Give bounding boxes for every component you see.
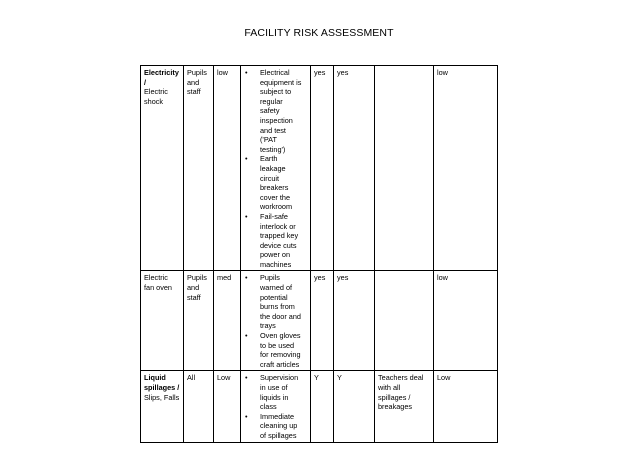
- residual-risk-cell: low: [434, 66, 498, 271]
- risk-level-cell: med: [214, 271, 241, 371]
- further-action-cell: Teachers deal with all spillages / breakages: [375, 371, 434, 442]
- risk-assessment-table: [140, 65, 498, 443]
- who-cell: Pupils and staff: [184, 271, 214, 371]
- list-item: • Fail-safe interlock or trapped key device cuts power on machines: [245, 211, 299, 269]
- hazard-detail: Electric fan oven: [144, 273, 172, 293]
- list-item: • Pupils warned of potential burns from the door and trays: [245, 273, 301, 331]
- list-item: • Earth leakage circuit breakers cover the workroom: [245, 154, 293, 212]
- risk-level-cell: Low: [214, 371, 241, 442]
- hazard-detail: Electric shock: [144, 87, 168, 106]
- bullet-icon: •: [245, 273, 248, 283]
- further-action-cell: [375, 271, 434, 371]
- bullet-icon: •: [245, 211, 248, 221]
- control-in-place-cell: yes: [334, 271, 375, 371]
- table-row: [141, 66, 498, 271]
- residual-risk-cell: Low: [434, 371, 498, 442]
- control-adequate-cell: yes: [311, 66, 334, 271]
- hazard-title: Electricity /: [144, 68, 179, 87]
- residual-risk-cell: low: [434, 271, 498, 371]
- who-cell: All: [184, 371, 214, 442]
- table-row: [141, 271, 498, 371]
- list-item: • Supervision in use of liquids in class: [245, 373, 299, 412]
- who-cell: Pupils and staff: [184, 66, 214, 271]
- bullet-icon: •: [245, 154, 248, 164]
- bullet-icon: •: [245, 373, 248, 383]
- bullet-icon: •: [245, 68, 248, 77]
- list-item: • Oven gloves to be used for removing craft articles: [245, 331, 301, 369]
- bullet-icon: •: [245, 331, 248, 341]
- document-title: FACILITY RISK ASSESSMENT: [244, 27, 394, 39]
- control-in-place-cell: Y: [334, 371, 375, 442]
- further-action-cell: [375, 66, 434, 271]
- control-adequate-cell: Y: [311, 371, 334, 442]
- list-item: • Immediate cleaning up of spillages: [245, 411, 298, 440]
- hazard-detail: Slips, Falls: [144, 392, 180, 402]
- controls-cell: [241, 66, 311, 271]
- control-in-place-cell: yes: [334, 66, 375, 271]
- hazard-cell: [141, 271, 184, 371]
- hazard-title: Liquid spillages /: [144, 373, 180, 392]
- control-adequate-cell: yes: [311, 271, 334, 371]
- hazard-cell: [141, 371, 184, 442]
- list-item: • Electrical equipment is subject to regular safety inspection and test ('PAT testing'): [245, 68, 302, 154]
- risk-level-cell: low: [214, 66, 241, 271]
- table-row: [141, 371, 498, 442]
- bullet-icon: •: [245, 411, 248, 421]
- controls-cell: [241, 371, 311, 442]
- controls-cell: [241, 271, 311, 371]
- hazard-cell: [141, 66, 184, 271]
